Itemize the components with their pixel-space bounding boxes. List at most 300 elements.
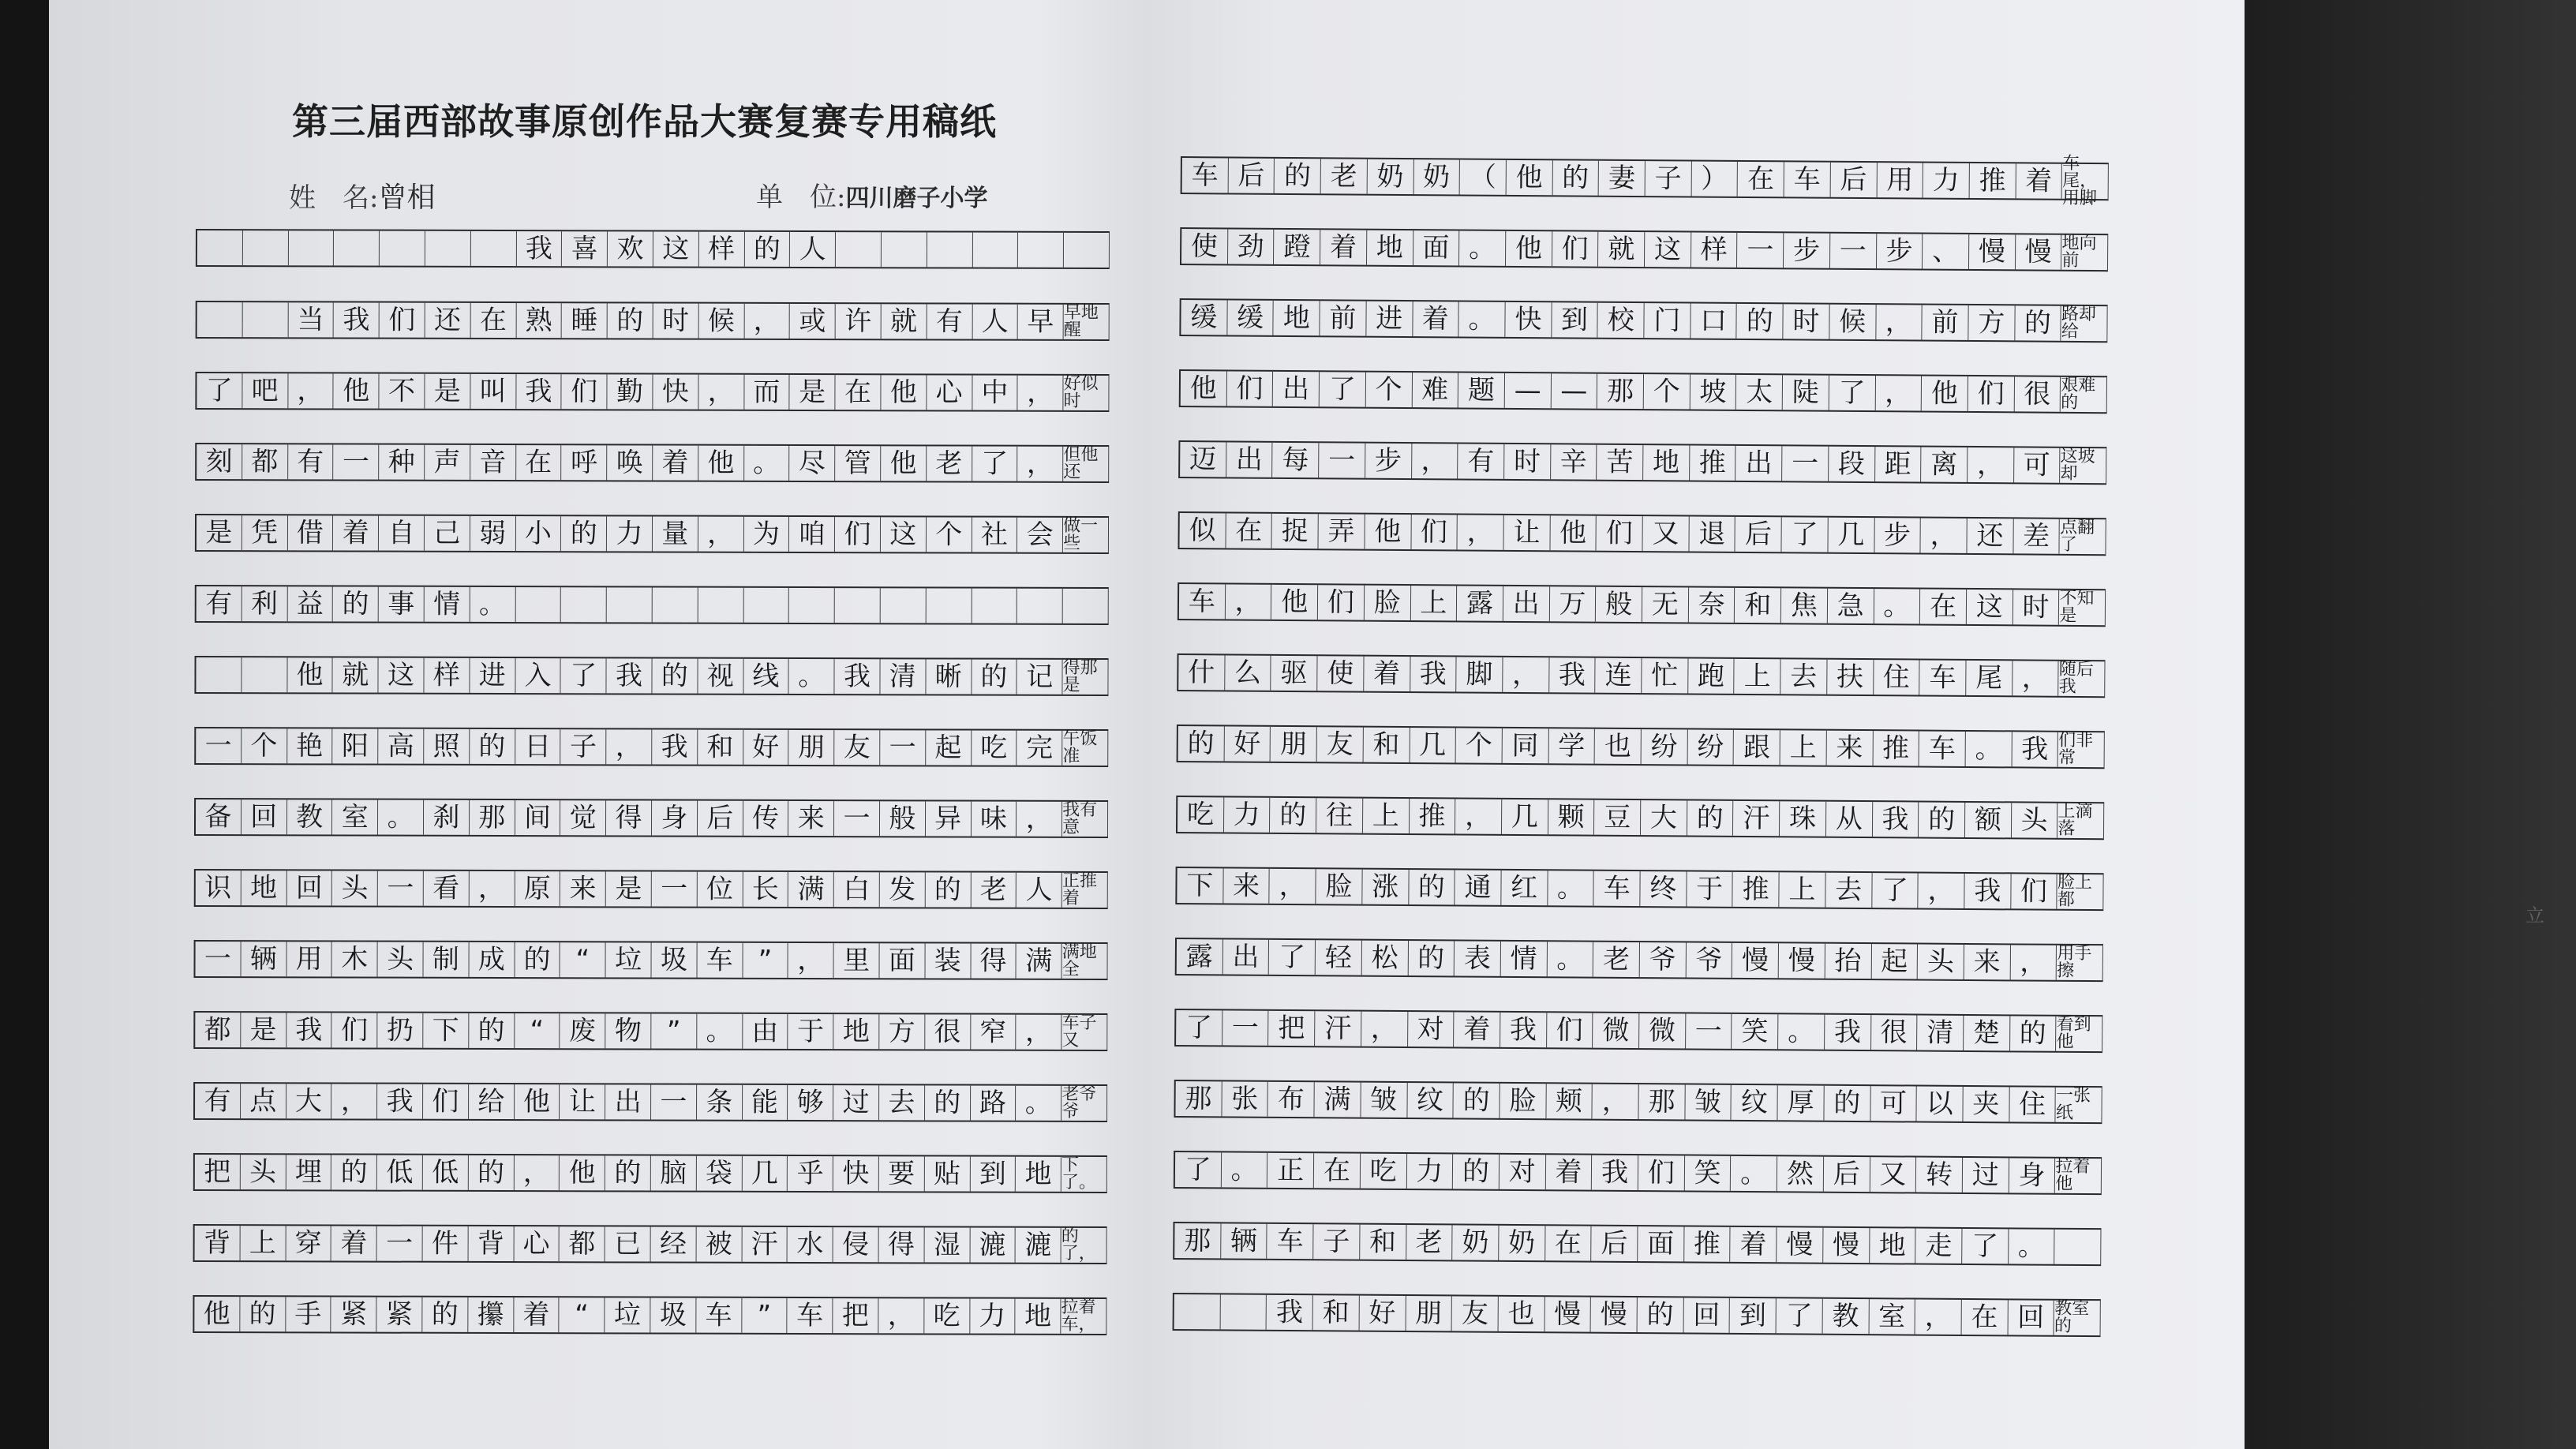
grid-cell: 好: [1359, 1296, 1406, 1331]
grid-cell: 了: [195, 373, 242, 408]
grid-cell: 们: [1318, 585, 1365, 620]
grid-cell: 下: [423, 1013, 469, 1048]
grid-cell: 看: [424, 871, 470, 906]
grid-cell: 唤: [607, 445, 653, 480]
grid-cell: 纹: [1732, 1085, 1778, 1120]
grid-cell: 几: [1410, 728, 1456, 762]
grid-cell: 紧: [331, 1297, 377, 1331]
grid-cell: 情: [425, 587, 470, 622]
grid-cell: 了: [1782, 517, 1829, 552]
grid-cell: 老: [1321, 159, 1368, 193]
grid-cell: [1064, 233, 1110, 268]
grid-cell: 好: [743, 730, 789, 765]
grid-cell: 车: [1784, 162, 1831, 197]
grid-cell: 难: [1412, 373, 1458, 407]
grid-cell: ，: [1458, 515, 1504, 549]
grid-cell: [836, 232, 882, 267]
grid-cell: 着: [653, 446, 698, 481]
desk-background: [2245, 0, 2576, 1449]
grid-cell: 他: [1506, 231, 1552, 266]
grid-cell: ，: [1593, 1084, 1639, 1119]
grid-cell: 快: [653, 375, 698, 410]
text-line: [195, 514, 1109, 554]
grid-cell: 回: [1683, 1297, 1730, 1332]
text-line: [193, 1224, 1107, 1264]
grid-cell: 驱: [1271, 656, 1318, 691]
grid-cell: 又: [1870, 1157, 1916, 1192]
grid-cell: 表: [1455, 941, 1501, 975]
grid-cell: 了: [1269, 940, 1316, 975]
grid-cell: 让: [560, 1084, 605, 1119]
grid-cell: 他: [334, 373, 380, 408]
grid-cell: 垃: [605, 1297, 650, 1332]
grid-cell: 朋: [789, 730, 835, 765]
grid-cell: 可: [1870, 1086, 1917, 1121]
grid-cell: [380, 231, 425, 266]
grid-cell: 备: [194, 799, 242, 834]
grid-cell: ，: [1919, 874, 1965, 908]
grid-cell: 了: [1829, 376, 1876, 410]
grid-cell: 能: [743, 1085, 788, 1120]
grid-cell: 几: [1502, 799, 1548, 834]
grid-cell: [242, 657, 287, 692]
grid-cell: 时: [653, 304, 699, 339]
grid-cell: 子: [1646, 161, 1692, 196]
grid-cell: 紧: [377, 1297, 423, 1332]
grid-cell: 上: [1363, 799, 1410, 833]
grid-cell: 车: [1267, 1224, 1314, 1259]
text-line: [1176, 796, 2104, 840]
grid-cell: 题: [1458, 373, 1505, 407]
grid-cell: 把: [1268, 1011, 1315, 1046]
text-line: [193, 940, 1107, 980]
grid-cell: [288, 230, 334, 265]
grid-cell: 视: [698, 659, 743, 694]
grid-cell: 以: [1917, 1087, 1964, 1121]
grid-cell: 进: [470, 658, 515, 693]
grid-cell: 样: [1691, 233, 1738, 268]
grid-cell: 在: [1961, 1300, 2008, 1335]
grid-cell: 凭: [242, 515, 288, 550]
grid-cell: ”: [651, 1014, 697, 1049]
grid-cell: 一: [880, 730, 926, 765]
grid-cell: 完: [1017, 731, 1063, 766]
grid-cell: 太: [1736, 375, 1783, 410]
grid-cell: 跟: [1734, 730, 1780, 765]
grid-cell: 坡: [1690, 375, 1736, 410]
grid-cell: 一: [334, 444, 380, 479]
grid-cell: 来: [1964, 945, 2011, 979]
grid-cell: 的: [925, 872, 971, 907]
grid-cell: 的: [972, 660, 1017, 695]
grid-cell: 点: [241, 1084, 286, 1118]
grid-cell: 上: [1780, 730, 1827, 765]
grid-cell: 爷: [1640, 942, 1687, 977]
grid-cell: 物: [605, 1013, 651, 1048]
grid-cell: 珠: [1780, 801, 1826, 836]
grid-cell: 一: [1830, 234, 1877, 268]
grid-cell: 地: [833, 1014, 879, 1049]
grid-cell: 是: [195, 515, 242, 550]
grid-cell: ，: [1018, 376, 1064, 410]
grid-cell: 万: [1549, 586, 1596, 621]
grid-cell: 豆: [1594, 800, 1641, 835]
grid-cell: 个: [1456, 728, 1503, 762]
grid-cell: 头: [241, 1155, 286, 1189]
grid-cell: 清: [1917, 1016, 1964, 1050]
grid-cell: 拉着他: [2055, 1159, 2102, 1193]
grid-cell: 车: [696, 1298, 742, 1333]
grid-cell: 候: [1829, 305, 1876, 339]
grid-cell: 们: [332, 1013, 378, 1047]
grid-cell: 就: [882, 304, 927, 339]
text-line: [196, 301, 1110, 341]
grid-cell: 觉: [560, 800, 606, 835]
grid-cell: 退: [1689, 517, 1735, 552]
grid-cell: [1220, 1294, 1267, 1329]
grid-cell: 时: [1504, 444, 1551, 479]
grid-cell: 一: [1782, 446, 1829, 481]
grid-cell: 让: [1503, 515, 1550, 550]
grid-cell: [653, 588, 698, 623]
grid-cell: 的: [1454, 1083, 1500, 1118]
grid-cell: 出: [605, 1084, 651, 1119]
grid-cell: 漉: [970, 1228, 1016, 1263]
grid-cell: 扶: [1827, 660, 1874, 695]
grid-cell: 奶: [1367, 159, 1413, 194]
grid-cell: 迈: [1178, 442, 1226, 477]
grid-cell: 人: [1017, 873, 1062, 908]
grid-cell: 的: [1824, 1086, 1870, 1121]
grid-cell: 我: [516, 374, 562, 409]
grid-cell: 样: [424, 658, 470, 693]
grid-cell: 抬: [1825, 944, 1872, 979]
grid-cell: 奶: [1452, 1225, 1499, 1260]
grid-cell: 埋: [286, 1155, 331, 1189]
grid-cell: 步: [1784, 233, 1830, 268]
grid-cell: 去: [879, 1085, 925, 1120]
grid-cell: 的: [1638, 1297, 1684, 1332]
grid-cell: 着: [2016, 163, 2062, 198]
grid-cell: 回: [2008, 1300, 2054, 1335]
text-line: [194, 798, 1108, 838]
grid-cell: 友: [834, 730, 880, 765]
grid-cell: 额: [1965, 803, 2012, 837]
grid-cell: 有: [288, 444, 334, 479]
grid-cell: 的: [422, 1297, 468, 1332]
grid-cell: 和: [1360, 1225, 1406, 1260]
grid-cell: 着: [1731, 1227, 1777, 1262]
grid-cell: ，: [1876, 305, 1923, 339]
grid-cell: 我: [1267, 1295, 1313, 1330]
grid-cell: 他: [1179, 371, 1227, 406]
grid-cell: 我: [1825, 1015, 1871, 1050]
grid-cell: 他: [1507, 160, 1553, 195]
grid-cell: 随后我: [2059, 661, 2106, 696]
grid-cell: 地: [1016, 1299, 1061, 1334]
grid-cell: 线: [743, 659, 789, 694]
grid-cell: 的: [1270, 798, 1316, 833]
grid-cell: 使: [1317, 656, 1364, 691]
grid-cell: 咱: [789, 517, 835, 552]
grid-cell: 个: [1644, 374, 1690, 409]
grid-cell: ，: [1455, 799, 1502, 833]
grid-cell: 老: [1406, 1225, 1453, 1260]
grid-cell: 。: [378, 800, 424, 835]
grid-cell: 件: [423, 1226, 469, 1261]
grid-cell: 头: [1918, 945, 1964, 979]
grid-cell: 后: [1830, 163, 1877, 197]
grid-cell: 人: [972, 305, 1018, 339]
grid-cell: 他: [1550, 515, 1597, 550]
text-line: [195, 372, 1109, 412]
grid-cell: 露: [1175, 939, 1223, 974]
grid-cell: 这: [1967, 590, 2013, 624]
grid-cell: 和: [698, 730, 743, 765]
grid-cell: 照: [424, 729, 470, 764]
grid-cell: 面: [1638, 1226, 1684, 1261]
grid-cell: 个: [242, 728, 287, 763]
grid-cell: 做一些: [1063, 518, 1109, 552]
grid-cell: [515, 587, 561, 622]
grid-cell: 缓: [1179, 300, 1227, 335]
grid-cell: 我: [652, 730, 698, 765]
grid-cell: 的: [240, 1297, 286, 1331]
grid-cell: 头: [332, 871, 378, 905]
grid-cell: 夹: [1963, 1087, 2009, 1121]
grid-cell: 这: [1645, 232, 1691, 267]
grid-cell: 辆: [241, 942, 286, 976]
grid-cell: 漉: [1016, 1228, 1061, 1263]
grid-cell: 一: [1319, 443, 1365, 477]
grid-cell: 是: [425, 374, 470, 409]
grid-cell: 位: [697, 872, 743, 907]
grid-cell: 纹: [1407, 1083, 1454, 1118]
grid-cell: 了: [1174, 1152, 1222, 1187]
grid-cell: ，: [2010, 945, 2057, 979]
text-line: [1174, 1009, 2102, 1053]
grid-cell: 识: [194, 871, 242, 905]
grid-cell: 大: [1641, 800, 1687, 835]
grid-cell: 窄: [971, 1015, 1017, 1050]
grid-cell: 们: [1411, 515, 1458, 549]
grid-cell: 忙: [1642, 658, 1688, 693]
grid-cell: 离: [1921, 447, 1968, 482]
grid-cell: 什: [1177, 655, 1225, 690]
grid-cell: 车: [1181, 158, 1229, 193]
grid-cell: 地: [1016, 1157, 1061, 1192]
grid-cell: 通: [1455, 870, 1502, 904]
grid-cell: 他: [515, 1084, 560, 1119]
grid-cell: 早: [1018, 305, 1064, 339]
grid-cell: 在: [1920, 590, 1967, 624]
grid-cell: 慢: [1777, 1227, 1823, 1262]
grid-cell: 有: [927, 304, 972, 339]
grid-cell: 回: [286, 871, 332, 905]
grid-cell: 我: [607, 658, 653, 693]
grid-cell: 车子又: [1061, 1015, 1107, 1050]
grid-cell: 的: [469, 1013, 515, 1048]
grid-cell: 面: [879, 943, 925, 978]
grid-cell: ，: [1017, 802, 1062, 837]
grid-cell: 的: [333, 586, 379, 621]
grid-cell: 捉: [1272, 514, 1319, 549]
grid-cell: 已: [605, 1226, 651, 1261]
grid-cell: ，: [331, 1084, 377, 1118]
grid-cell: 来: [560, 871, 606, 906]
grid-cell: [334, 230, 380, 265]
grid-cell: 每: [1273, 443, 1320, 477]
grid-cell: 推: [1873, 731, 1919, 766]
grid-cell: （: [1460, 159, 1507, 194]
grid-cell: 辛: [1551, 444, 1597, 479]
grid-cell: 把: [193, 1155, 241, 1189]
grid-cell: 在: [470, 303, 516, 338]
grid-cell: [471, 231, 517, 266]
grid-cell: 。: [1966, 732, 2012, 766]
grid-cell: 奶: [1413, 159, 1460, 194]
grid-cell: 老: [971, 873, 1017, 908]
grid-cell: 来: [1223, 868, 1270, 903]
grid-cell: 颊: [1546, 1084, 1593, 1118]
grid-cell: 用: [1877, 163, 1923, 197]
grid-cell: 我: [377, 1084, 423, 1119]
grid-cell: —: [1505, 373, 1552, 408]
grid-cell: ，: [470, 871, 515, 906]
grid-cell: 的了，: [1061, 1228, 1107, 1263]
grid-cell: 的: [1453, 1154, 1500, 1189]
grid-cell: 我: [835, 659, 881, 694]
grid-cell: 脸: [1365, 586, 1411, 620]
grid-cell: 往: [1316, 798, 1363, 833]
grid-cell: “: [560, 1297, 605, 1332]
grid-cell: 红: [1501, 871, 1548, 905]
grid-cell: 吧: [242, 373, 288, 408]
grid-cell: 有: [193, 1084, 241, 1118]
grid-cell: 心: [514, 1226, 560, 1261]
grid-cell: 地向前: [2061, 235, 2108, 270]
grid-cell: 低: [377, 1155, 423, 1190]
grid-cell: 的: [2010, 1016, 2057, 1050]
grid-cell: ，: [1226, 584, 1272, 619]
grid-cell: 般: [1596, 587, 1642, 622]
grid-cell: 有: [195, 586, 242, 621]
grid-cell: 背: [193, 1226, 241, 1260]
grid-cell: 头: [378, 942, 424, 977]
text-line: [1178, 582, 2106, 627]
grid-cell: 和: [1363, 728, 1410, 762]
grid-cell: 奶: [1499, 1226, 1545, 1260]
grid-cell: 、: [1923, 234, 1969, 269]
grid-cell: 。: [1459, 301, 1506, 336]
grid-cell: 对: [1500, 1155, 1546, 1189]
grid-cell: 了: [1320, 372, 1366, 406]
grid-cell: 。: [1459, 230, 1506, 265]
grid-cell: ，: [1017, 447, 1063, 481]
grid-cell: 勤: [608, 374, 653, 409]
grid-cell: 着: [1545, 1155, 1592, 1189]
text-line: [193, 1082, 1107, 1122]
grid-cell: 种: [379, 445, 425, 480]
grid-cell: ，: [744, 304, 790, 339]
grid-cell: 几: [1828, 518, 1874, 552]
grid-cell: 点翻了: [2060, 519, 2106, 554]
grid-cell: [881, 588, 927, 623]
grid-cell: 差: [2013, 519, 2060, 553]
grid-cell: 许: [836, 304, 882, 339]
grid-cell: 午饭准: [1062, 731, 1108, 766]
grid-cell: [1063, 589, 1109, 623]
grid-cell: 。: [1731, 1156, 1777, 1191]
grid-cell: [1173, 1294, 1221, 1329]
grid-cell: 一: [193, 942, 241, 976]
grid-cell: 从: [1826, 802, 1873, 837]
grid-cell: 慢: [2016, 234, 2062, 269]
grid-cell: 车尾，用脚: [2062, 164, 2109, 199]
grid-cell: 都: [560, 1226, 605, 1261]
essay-title-row: [196, 229, 1110, 269]
grid-cell: 走: [1915, 1229, 1962, 1264]
grid-cell: 穿: [286, 1226, 331, 1260]
grid-cell: 管: [835, 446, 881, 481]
grid-cell: 们: [423, 1084, 469, 1119]
grid-cell: 的: [1409, 870, 1455, 904]
grid-cell: 的: [1919, 803, 1965, 837]
grid-cell: 后: [698, 801, 743, 836]
grid-cell: 步: [1877, 234, 1923, 268]
grid-cell: 力: [970, 1299, 1016, 1334]
grid-cell: 后: [1824, 1157, 1870, 1192]
grid-cell: 一: [377, 1226, 423, 1261]
grid-cell: 他: [1365, 515, 1411, 549]
right-grid-sheet: [1172, 150, 2109, 1361]
grid-cell: 的: [652, 659, 698, 694]
grid-cell: 刹: [424, 800, 470, 835]
grid-cell: 车: [697, 943, 743, 978]
grid-cell: 拉着车，: [1061, 1299, 1106, 1334]
grid-cell: 车: [788, 1298, 833, 1333]
grid-cell: 地: [242, 871, 287, 905]
grid-cell: 们: [1226, 371, 1273, 406]
grid-cell: 个: [927, 517, 972, 552]
text-line: [1180, 227, 2108, 271]
grid-cell: 慢: [1732, 943, 1779, 978]
grid-cell: 路: [971, 1086, 1017, 1121]
grid-cell: [607, 587, 653, 622]
grid-cell: 到: [970, 1157, 1016, 1192]
grid-cell: 而: [744, 375, 790, 410]
grid-cell: ，: [1503, 657, 1549, 692]
name-value: 曾相: [378, 182, 436, 214]
grid-cell: 推: [1684, 1226, 1731, 1261]
unit-label: 单 位:: [756, 182, 846, 213]
grid-cell: 。: [470, 587, 515, 622]
grid-cell: 。: [1222, 1152, 1268, 1187]
grid-cell: 在: [1314, 1153, 1361, 1188]
grid-cell: ，: [1270, 869, 1316, 904]
grid-cell: 们非常: [2058, 732, 2105, 767]
grid-cell: 清: [880, 659, 926, 694]
grid-cell: 我有意: [1062, 802, 1108, 837]
grid-cell: ，: [1875, 376, 1922, 410]
grid-cell: 传: [743, 801, 789, 836]
grid-cell: 起: [1871, 944, 1918, 979]
grid-cell: 我: [286, 1013, 332, 1047]
grid-cell: 扔: [377, 1013, 423, 1048]
grid-cell: 的: [561, 516, 607, 551]
text-line: [1178, 511, 2106, 556]
grid-cell: 他: [193, 1297, 240, 1331]
